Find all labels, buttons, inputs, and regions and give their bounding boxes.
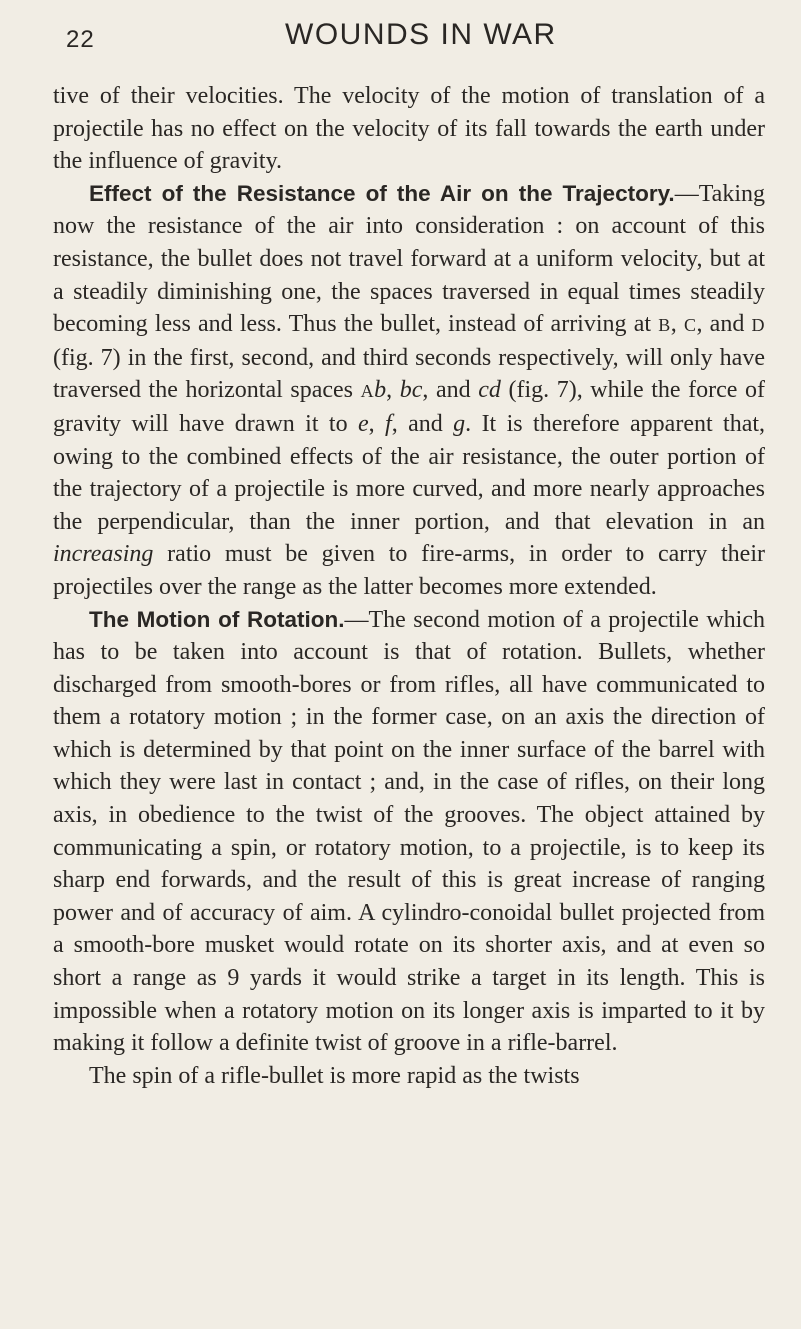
paragraph-continuation: tive of their velocities. The velocity of the motion of translation of a projectile has no effect on the velocity of its fall towards the earth under the influence of gravity.: [53, 83, 765, 175]
paragraph-air-resistance: Effect of the Resistance of the Air on the Trajectory.—Taking now the resistance of the air into consideration : on account of this resistance, the bullet does not travel forward at a uniform velocity, but at a steadily diminishing one, the spaces traversed in equal times steadily becoming less and less. Thus the bullet, instead of arriving at B, C, and D (fig. 7) in the first, second, and third seconds respectively, will only have traversed the horizontal spaces Ab, bc, and cd (fig. 7), while the force of gravity will have drawn it to e, f, and g. It is therefore apparent that, owing to the combined effects of the air resistance, the outer portion of the trajectory of a projectile is more curved, and more nearly approaches the perpendicular, than the inner portion, and that elevation in an increasing ratio must be given to fire-arms, in order to carry their projectiles over the range as the latter becomes more extended.: [53, 180, 766, 600]
section-heading-air-resistance: Effect of the Resistance of the Air on the Trajectory.: [89, 180, 675, 206]
section-heading-rotation: The Motion of Rotation.: [89, 606, 345, 632]
page-number: 22: [66, 26, 95, 53]
body-text: [53, 80, 765, 1092]
running-title: WOUNDS IN WAR: [285, 18, 557, 51]
paragraph-spin: The spin of a rifle-bullet is more rapid as the twists: [89, 1062, 580, 1089]
page-header: [0, 8, 801, 68]
paragraph-rotation: The Motion of Rotation.—The second motion of a projectile which has to be taken into account is that of rotation. Bullets, whether discharged from smooth-bores or from rifles, all have communicated to them a rotatory motion ; in the former case, on an axis the direction of which is determined by that point on the inner surface of the barrel with which they were last in contact ; and, in the case of rifles, on their long axis, in obedience to the twist of the grooves. The object attained by communicating a spin, or rotatory motion, to a projectile, is to keep its sharp end forwards, and the result of this is great increase of ranging power and of accuracy of aim. A cylindro-conoidal bullet projected from a smooth-bore musket would rotate on its shorter axis, and at even so short a range as 9 yards it would strike a target in its length. This is impossible when a rotatory motion on its longer axis is imparted to it by making it follow a definite twist of groove in a rifle-barrel.: [53, 606, 765, 1057]
